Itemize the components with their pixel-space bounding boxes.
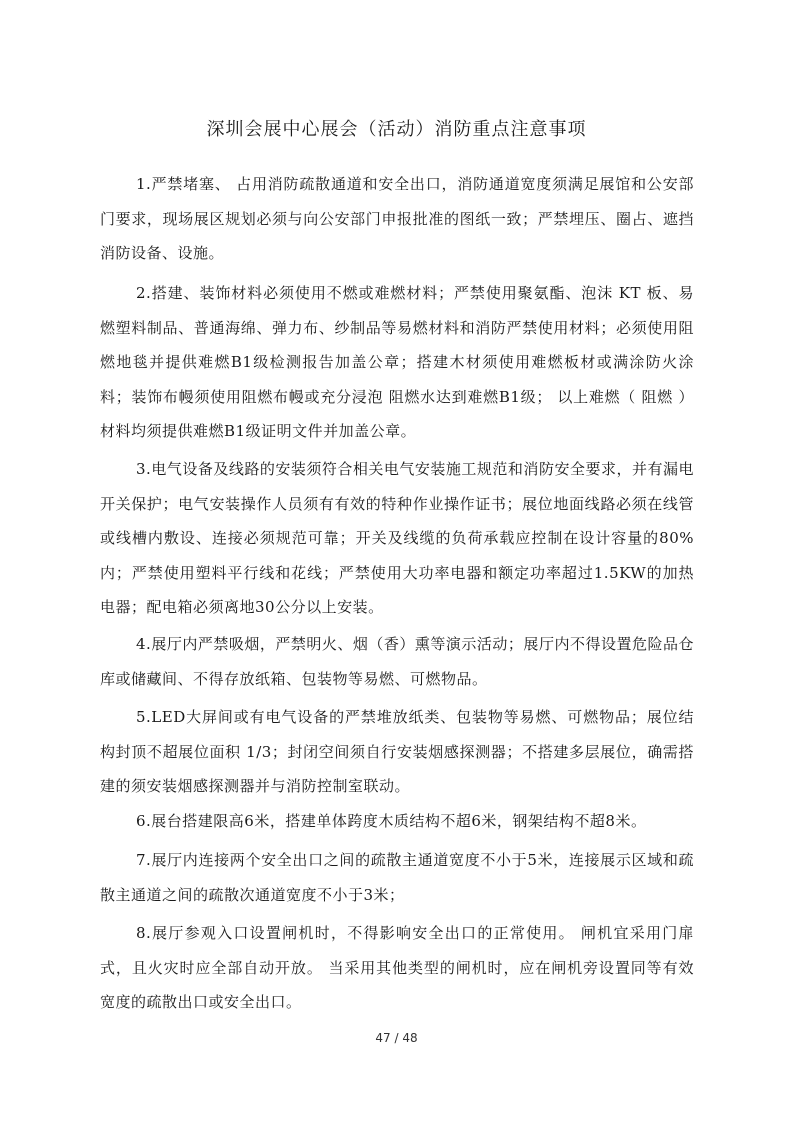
rule-item-6: 6.展台搭建限高6米，搭建单体跨度木质结构不超6米，钢架结构不超8米。	[136, 812, 647, 830]
page-title: 深圳会展中心展会（活动）消防重点注意事项	[206, 119, 587, 140]
rule-item-1: 1.严禁堵塞、 占用消防疏散通道和安全出口，消防通道宽度须满足展馆和公安部门要求，现场展区规划必须与向公安部门申报批准的图纸一致；严禁埋压、圈占、遮挡消防设备、设施。	[100, 175, 694, 262]
rule-item-4: 4.展厅内严禁吸烟，严禁明火、烟（香）熏等演示活动；展厅内不得设置危险品仓库或储藏间、不得存放纸箱、包装物等易燃、可燃物品。	[100, 635, 694, 688]
page-number: 47 / 48	[375, 1031, 418, 1045]
rule-item-5: 5.LED大屏间或有电气设备的严禁堆放纸类、包装物等易燃、可燃物品；展位结构封顶不超展位面积 1/3；封闭空间须自行安装烟感探测器；不搭建多层展位，确需搭建的须安装烟感探测器并与消防控制室联动。	[100, 708, 694, 795]
rule-item-2: 2.搭建、装饰材料必须使用不燃或难燃材料；严禁使用聚氨酯、泡沫 KT 板、易燃塑料制品、普通海绵、弹力布、纱制品等易燃材料和消防严禁使用材料；必须使用阻燃地毯并提供难燃B1级检测报告加盖公章；搭建木材须使用难燃板材或满涂防火涂料；装饰布幔须使用阻燃布幔或充分浸泡 阻燃水达到难燃B1级； 以上难燃（ 阻燃 ）材料均须提供难燃B1级证明文件并加盖公章。	[100, 284, 694, 440]
rule-item-3: 3.电气设备及线路的安装须符合相关电气安装施工规范和消防安全要求，并有漏电开关保护；电气安装操作人员须有有效的特种作业操作证书；展位地面线路必须在线管或线槽内敷设、连接必须规范可靠；开关及线缆的负荷承载应控制在设计容量的80%内；严禁使用塑料平行线和花线；严禁使用大功率电器和额定功率超过1.5KW的加热电器；配电箱必须离地30公分以上安装。	[100, 460, 694, 616]
rule-item-7: 7.展厅内连接两个安全出口之间的疏散主通道宽度不小于5米，连接展示区域和疏散主通道之间的疏散次通道宽度不小于3米；	[100, 851, 694, 904]
rule-item-8: 8.展厅参观入口设置闸机时，不得影响安全出口的正常使用。 闸机宜采用门扉式，且火灾时应全部自动开放。 当采用其他类型的闸机时，应在闸机旁设置同等有效宽度的疏散出口或安全出口。	[100, 924, 694, 1011]
